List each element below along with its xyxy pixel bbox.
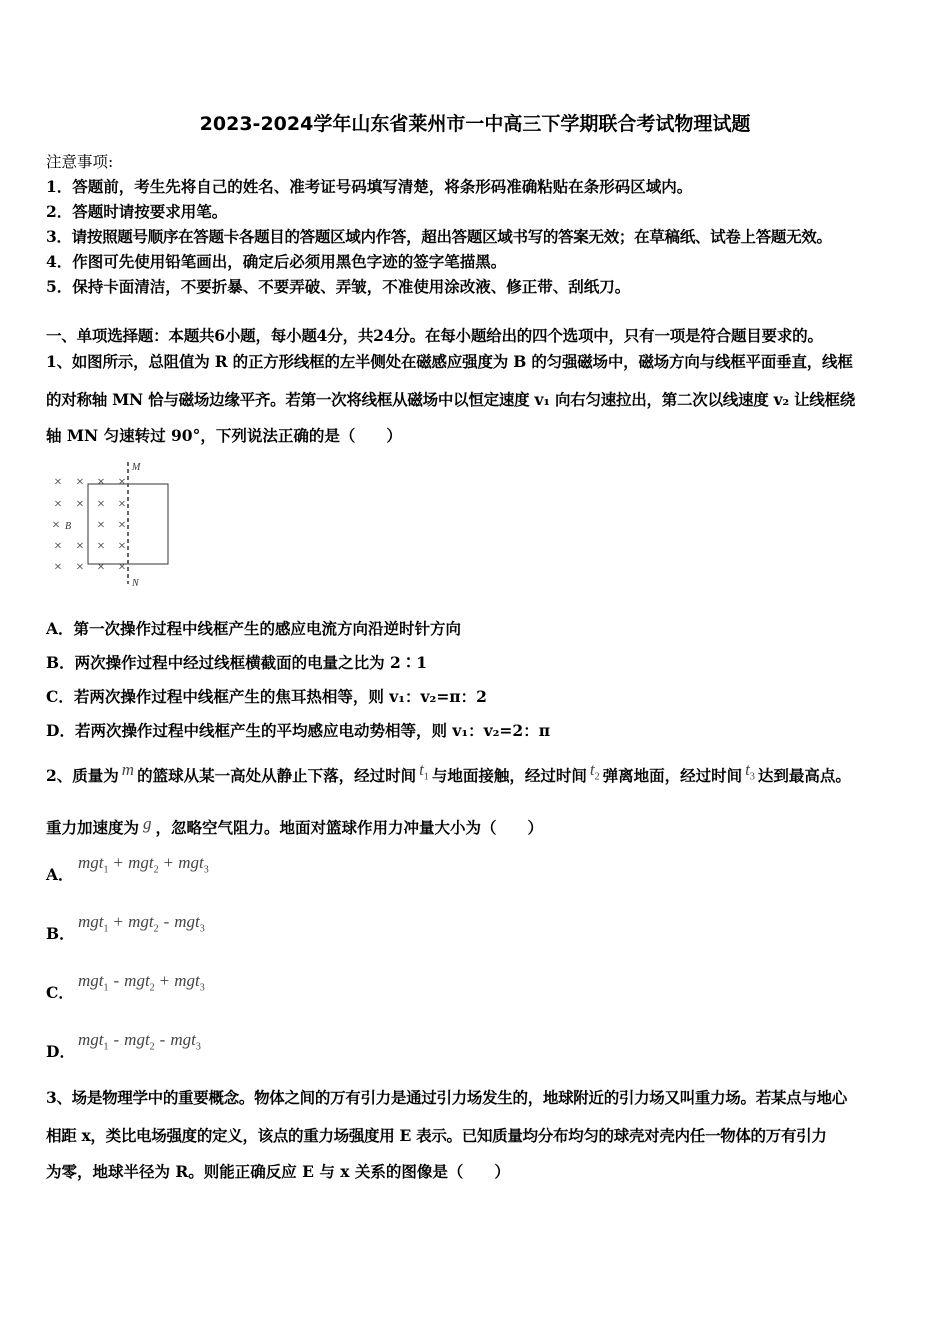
formula-term-main: mgt	[78, 912, 104, 931]
formula-term-main: mgt	[178, 853, 204, 872]
formula-term	[78, 971, 109, 994]
formula-operator: +	[163, 853, 174, 872]
var-t1-sub: 1	[423, 771, 429, 783]
formula-term-main: mgt	[174, 912, 200, 931]
formula-term-main: mgt	[78, 853, 104, 872]
formula-operator: -	[159, 1030, 166, 1049]
question-2-line1	[46, 760, 851, 793]
formula-term-main: mgt	[124, 971, 150, 990]
q2-text: 与地面接触，经过时间	[431, 766, 587, 785]
question-1-text: 轴 MN 匀速转过 90°，下列说法正确的是（ ）	[46, 426, 402, 445]
formula-term-sub: 1	[103, 864, 109, 876]
formula-operator: +	[159, 971, 170, 990]
field-cross: ×	[97, 497, 105, 512]
var-t3	[745, 760, 755, 783]
magnetic-field-figure	[46, 458, 186, 590]
option-a: A．第一次操作过程中线框产生的感应电流方向沿逆时针方向	[46, 619, 462, 638]
field-cross: ×	[97, 475, 105, 490]
field-cross: ×	[54, 560, 62, 575]
formula-term	[124, 1030, 155, 1053]
q2-text: 2、质量为	[46, 766, 119, 785]
notice-item: 2．答题时请按要求用笔。	[46, 202, 228, 221]
formula-operator: -	[163, 912, 170, 931]
formula-term-sub: 2	[149, 982, 155, 994]
formula-term-sub: 2	[153, 923, 159, 935]
formula-term-main: mgt	[78, 1030, 104, 1049]
formula-operator: +	[113, 912, 124, 931]
q2-option-formula	[78, 1030, 201, 1057]
q2-option-formula	[78, 912, 205, 939]
formula-term-sub: 3	[199, 923, 205, 935]
formula-term-sub: 2	[149, 1041, 155, 1053]
notice-heading: 注意事项:	[46, 153, 114, 171]
q2-option-label: C．	[46, 983, 74, 1002]
formula-term-sub: 1	[103, 982, 109, 994]
field-cross: ×	[118, 560, 126, 575]
field-cross: ×	[118, 497, 126, 512]
formula-term-sub: 3	[199, 982, 205, 994]
label-n: N	[132, 578, 139, 589]
field-cross: ×	[76, 497, 84, 512]
question-3-text: 3、场是物理学中的重要概念。物体之间的万有引力是通过引力场发生的，地球附近的引力场又叫重力场。若某点与地心	[46, 1088, 847, 1107]
field-cross: ×	[97, 539, 105, 554]
var-g: g	[143, 814, 152, 833]
formula-term	[174, 912, 205, 935]
q2-option-formula	[78, 971, 205, 998]
q2-text: 的篮球从某一高处从静止下落，经过时间	[137, 766, 417, 785]
field-cross: ×	[76, 475, 84, 490]
field-cross: ×	[97, 560, 105, 575]
question-3-text: 相距 x，类比电场强度的定义，该点的重力场强度用 E 表示。已知质量均分布均匀的球壳对壳内任一物体的万有引力	[46, 1126, 827, 1145]
field-cross: ×	[52, 518, 60, 533]
question-1-text: 的对称轴 MN 恰与磁场边缘平齐。若第一次将线框从磁场中以恒定速度 v₁ 向右匀速拉出，第二次以线速度 v₂ 让线框绕	[46, 390, 856, 409]
q2-option-label: D．	[46, 1042, 75, 1061]
question-2-line2	[46, 814, 544, 838]
label-m: M	[132, 462, 141, 473]
formula-term-main: mgt	[128, 853, 154, 872]
q2-text: ，忽略空气阻力。地面对篮球作用力冲量大小为（ ）	[155, 818, 544, 837]
q2-option-label: B．	[46, 924, 75, 943]
field-cross: ×	[118, 518, 126, 533]
option-c: C．若两次操作过程中线框产生的焦耳热相等，则 v₁：v₂=π：2	[46, 687, 487, 706]
formula-term	[178, 853, 209, 876]
formula-term	[124, 971, 155, 994]
var-t2-sub: 2	[594, 771, 600, 783]
field-cross: ×	[118, 539, 126, 554]
option-b: B．两次操作过程中经过线框横截面的电量之比为 2∶1	[46, 653, 428, 672]
option-d: D．若两次操作过程中线框产生的平均感应电动势相等，则 v₁：v₂=2：π	[46, 721, 551, 740]
q2-text: 重力加速度为	[46, 818, 140, 837]
page-title: 2023-2024学年山东省莱州市一中高三下学期联合考试物理试题	[199, 113, 751, 135]
field-cross: ×	[54, 497, 62, 512]
formula-term	[128, 853, 159, 876]
formula-term	[128, 912, 159, 935]
formula-term-main: mgt	[78, 971, 104, 990]
field-cross: ×	[118, 475, 126, 490]
notice-item: 5．保持卡面清洁，不要折暴、不要弄破、弄皱，不准使用涂改液、修正带、刮纸刀。	[46, 277, 631, 296]
formula-term-main: mgt	[174, 971, 200, 990]
question-1-text: 1、如图所示，总阻值为 R 的正方形线框的左半侧处在磁感应强度为 B 的匀强磁场中，磁场方向与线框平面垂直，线框	[46, 352, 853, 371]
notice-item: 4．作图可先使用铅笔画出，确定后必须用黑色字迹的签字笔描黑。	[46, 252, 507, 271]
field-cross: ×	[54, 475, 62, 490]
formula-term	[78, 912, 109, 935]
var-t2-main: t	[589, 760, 595, 779]
formula-operator: -	[113, 1030, 120, 1049]
q2-option-formula	[78, 853, 209, 880]
notice-item: 3．请按照题号顺序在答题卡各题目的答题区域内作答，超出答题区域书写的答案无效；在草稿纸、试卷上答题无效。	[46, 227, 832, 246]
formula-term-sub: 1	[103, 923, 109, 935]
q2-option-label: A．	[46, 865, 74, 884]
formula-term-main: mgt	[128, 912, 154, 931]
var-m: m	[121, 760, 135, 779]
formula-operator: +	[113, 853, 124, 872]
field-cross: ×	[76, 539, 84, 554]
formula-operator: -	[113, 971, 120, 990]
var-t3-sub: 3	[749, 771, 755, 783]
field-cross: ×	[97, 518, 105, 533]
notice-item: 1．答题前，考生先将自己的姓名、准考证号码填写清楚，将条形码准确粘贴在条形码区域内。	[46, 177, 693, 196]
formula-term	[78, 853, 109, 876]
field-cross: ×	[76, 560, 84, 575]
var-t1	[419, 760, 429, 783]
formula-term-sub: 3	[195, 1041, 201, 1053]
q2-text: 达到最高点。	[757, 766, 851, 785]
question-3-text: 为零，地球半径为 R。则能正确反应 E 与 x 关系的图像是（ ）	[46, 1162, 510, 1181]
formula-term	[170, 1030, 201, 1053]
formula-term-sub: 3	[203, 864, 209, 876]
var-t2	[589, 760, 600, 783]
var-t3-main: t	[745, 760, 750, 779]
field-cross: ×	[54, 539, 62, 554]
formula-term-sub: 2	[153, 864, 159, 876]
formula-term-main: mgt	[170, 1030, 196, 1049]
formula-term-sub: 1	[103, 1041, 109, 1053]
section-heading: 一、单项选择题：本题共6小题，每小题4分，共24分。在每小题给出的四个选项中，只有一项是符合题目要求的。	[46, 326, 823, 345]
formula-term	[78, 1030, 109, 1053]
q2-text: 弹离地面，经过时间	[602, 766, 743, 785]
formula-term-main: mgt	[124, 1030, 150, 1049]
label-b: B	[65, 521, 72, 532]
formula-term	[174, 971, 205, 994]
var-t1-main: t	[419, 760, 424, 779]
